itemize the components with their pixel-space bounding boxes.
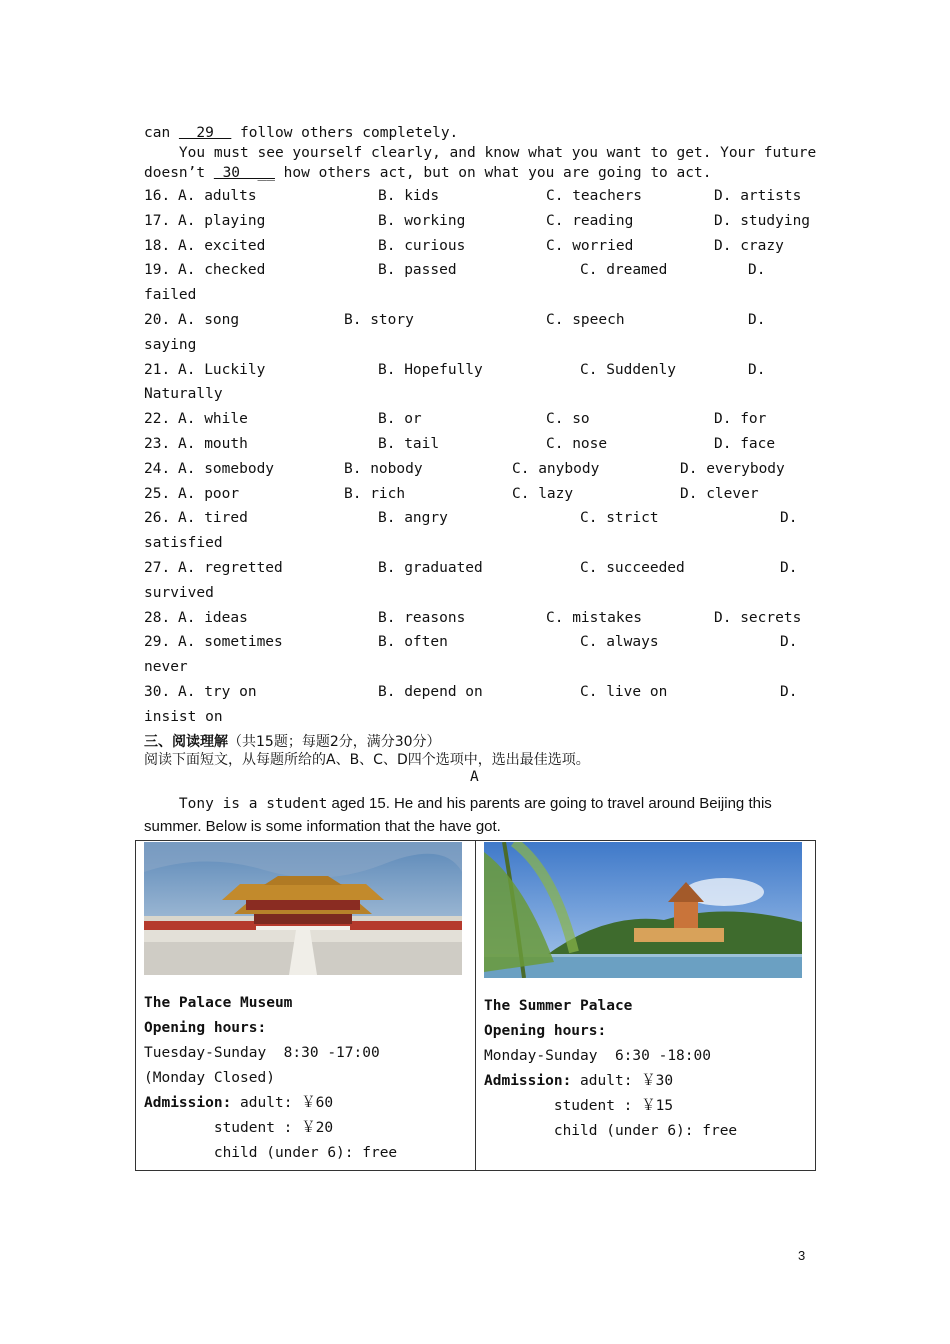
- option-a: A. tired: [178, 510, 248, 527]
- option-d: D.: [780, 560, 798, 576]
- cloze-line-3: doesn’t 30 __ how others act, but on what you are going to act.: [144, 165, 712, 181]
- palace-museum-child: child (under 6): free: [144, 1145, 398, 1161]
- option-row-19: [144, 262, 824, 282]
- option-c: C. teachers: [546, 188, 643, 204]
- option-d: D. for: [714, 411, 767, 428]
- option-a: A. adults: [178, 188, 257, 204]
- option-row-28: [144, 610, 824, 630]
- option-a: A. checked: [178, 262, 266, 279]
- option-row-17: [144, 213, 824, 233]
- option-num: 28.: [144, 609, 171, 626]
- passage-letter: A: [470, 769, 479, 785]
- option-row-21: [144, 362, 824, 382]
- option-num: 25.: [144, 485, 171, 502]
- summer-palace-cell: [476, 841, 816, 1171]
- option-c: C. speech: [546, 312, 625, 328]
- option-wrap-text: survived: [144, 584, 214, 601]
- option-c: C. Suddenly: [580, 361, 677, 378]
- summer-palace-admission: Admission: adult: ￥30: [484, 1073, 674, 1089]
- option-d: D. crazy: [714, 237, 784, 254]
- blank-29: 29: [178, 125, 232, 141]
- option-b: B. angry: [378, 510, 448, 527]
- summer-palace-title: The Summer Palace: [484, 998, 633, 1014]
- option-wrap-text: satisfied: [144, 535, 223, 552]
- section-heading: 三、阅读理解（共15题；每题2分，满分30分）: [144, 734, 441, 750]
- summer-palace-hours-label: Opening hours:: [484, 1023, 607, 1039]
- option-row-16: [144, 188, 824, 208]
- summer-palace-child: child (under 6): free: [484, 1123, 738, 1139]
- option-d: D.: [748, 262, 766, 279]
- option-wrap-text: saying: [144, 336, 197, 353]
- option-d: D. face: [714, 436, 776, 452]
- option-num: 30.: [144, 684, 171, 700]
- option-row-23: [144, 436, 824, 456]
- option-a: A. try on: [178, 684, 257, 700]
- attractions-table: [135, 840, 816, 1171]
- option-c: C. anybody: [512, 460, 600, 477]
- option-a: A. ideas: [178, 609, 248, 626]
- page-number: 3: [798, 1248, 806, 1263]
- option-num: 18.: [144, 237, 171, 254]
- cloze-line-1: can 29 follow others completely.: [144, 125, 459, 141]
- palace-museum-hours: Tuesday-Sunday 8:30 -17:00: [144, 1045, 380, 1061]
- option-b: B. depend on: [378, 684, 483, 700]
- option-b: B. Hopefully: [378, 361, 483, 378]
- palace-museum-photo: [144, 842, 462, 975]
- option-b: B. graduated: [378, 560, 483, 576]
- option-c: C. worried: [546, 237, 634, 254]
- option-num: 23.: [144, 436, 171, 452]
- option-num: 21.: [144, 361, 171, 378]
- option-wrap-text: never: [144, 659, 188, 676]
- option-d: D. clever: [680, 485, 759, 502]
- option-b: B. working: [378, 212, 466, 229]
- option-row-18: [144, 238, 824, 258]
- option-b: B. rich: [344, 485, 406, 502]
- option-b: B. reasons: [378, 609, 466, 626]
- blank-30: 30 __: [213, 165, 275, 181]
- option-a: A. poor: [178, 485, 240, 502]
- option-num: 19.: [144, 262, 171, 279]
- palace-museum-title: The Palace Museum: [144, 995, 293, 1011]
- option-b: B. often: [378, 634, 448, 651]
- palace-museum-admission: Admission: adult: ￥60: [144, 1095, 334, 1111]
- option-a: A. playing: [178, 212, 266, 229]
- option-d: D.: [780, 684, 798, 700]
- option-c: C. reading: [546, 212, 634, 229]
- option-c: C. dreamed: [580, 262, 668, 279]
- palace-museum-cell: [136, 841, 476, 1171]
- option-d: D. studying: [714, 212, 811, 229]
- option-row-27: [144, 560, 824, 580]
- palace-museum-closed: (Monday Closed): [144, 1070, 275, 1086]
- palace-museum-hours-label: Opening hours:: [144, 1020, 267, 1036]
- option-b: B. story: [344, 312, 414, 328]
- option-a: A. somebody: [178, 460, 275, 477]
- option-c: C. succeeded: [580, 560, 685, 576]
- option-b: B. or: [378, 411, 422, 428]
- option-wrap-text: Naturally: [144, 386, 223, 403]
- option-num: 29.: [144, 634, 171, 651]
- option-a: A. excited: [178, 237, 266, 254]
- section-instruction: 阅读下面短文，从每题所给的A、B、C、D四个选项中，选出最佳选项。: [144, 752, 590, 768]
- option-a: A. Luckily: [178, 361, 266, 378]
- option-c: C. live on: [580, 684, 668, 700]
- option-num: 16.: [144, 188, 171, 204]
- summer-palace-student: student : ￥15: [484, 1098, 674, 1114]
- option-a: A. sometimes: [178, 634, 283, 651]
- palace-museum-student: student : ￥20: [144, 1120, 334, 1136]
- option-b: B. passed: [378, 262, 457, 279]
- option-c: C. strict: [580, 510, 659, 527]
- option-a: A. song: [178, 312, 240, 328]
- option-row-26: [144, 510, 824, 530]
- summer-palace-hours: Monday-Sunday 6:30 -18:00: [484, 1048, 711, 1064]
- option-row-30: [144, 684, 824, 704]
- option-c: C. mistakes: [546, 609, 643, 626]
- passage-intro-line-2: summer. Below is some information that the have got.: [144, 818, 501, 835]
- summer-palace-photo: [484, 842, 802, 978]
- option-row-22: [144, 411, 824, 431]
- option-row-25: [144, 486, 824, 506]
- option-num: 22.: [144, 411, 171, 428]
- option-b: B. kids: [378, 188, 440, 204]
- option-d: D.: [748, 361, 766, 378]
- option-d: D. secrets: [714, 609, 802, 626]
- option-a: A. mouth: [178, 436, 248, 452]
- option-num: 26.: [144, 510, 171, 527]
- option-b: B. nobody: [344, 460, 423, 477]
- option-c: C. lazy: [512, 485, 574, 502]
- option-wrap-text: insist on: [144, 708, 223, 725]
- option-d: D.: [748, 312, 766, 328]
- option-row-24: [144, 461, 824, 481]
- option-b: B. curious: [378, 237, 466, 254]
- option-num: 24.: [144, 460, 171, 477]
- option-a: A. while: [178, 411, 248, 428]
- option-row-29: [144, 634, 824, 654]
- option-c: C. always: [580, 634, 659, 651]
- option-d: D. everybody: [680, 460, 785, 477]
- option-c: C. so: [546, 411, 590, 428]
- option-num: 20.: [144, 312, 171, 328]
- option-wrap-text: failed: [144, 287, 197, 304]
- option-d: D. artists: [714, 188, 802, 204]
- option-d: D.: [780, 510, 798, 527]
- cloze-line-2: You must see yourself clearly, and know what you want to get. Your future: [144, 145, 817, 161]
- option-c: C. nose: [546, 436, 608, 452]
- option-num: 27.: [144, 560, 171, 576]
- option-num: 17.: [144, 212, 171, 229]
- option-a: A. regretted: [178, 560, 283, 576]
- option-b: B. tail: [378, 436, 440, 452]
- option-row-20: [144, 312, 824, 332]
- option-d: D.: [780, 634, 798, 651]
- passage-intro-line-1: Tony is a student aged 15. He and his parents are going to travel around Beijing this: [144, 795, 772, 812]
